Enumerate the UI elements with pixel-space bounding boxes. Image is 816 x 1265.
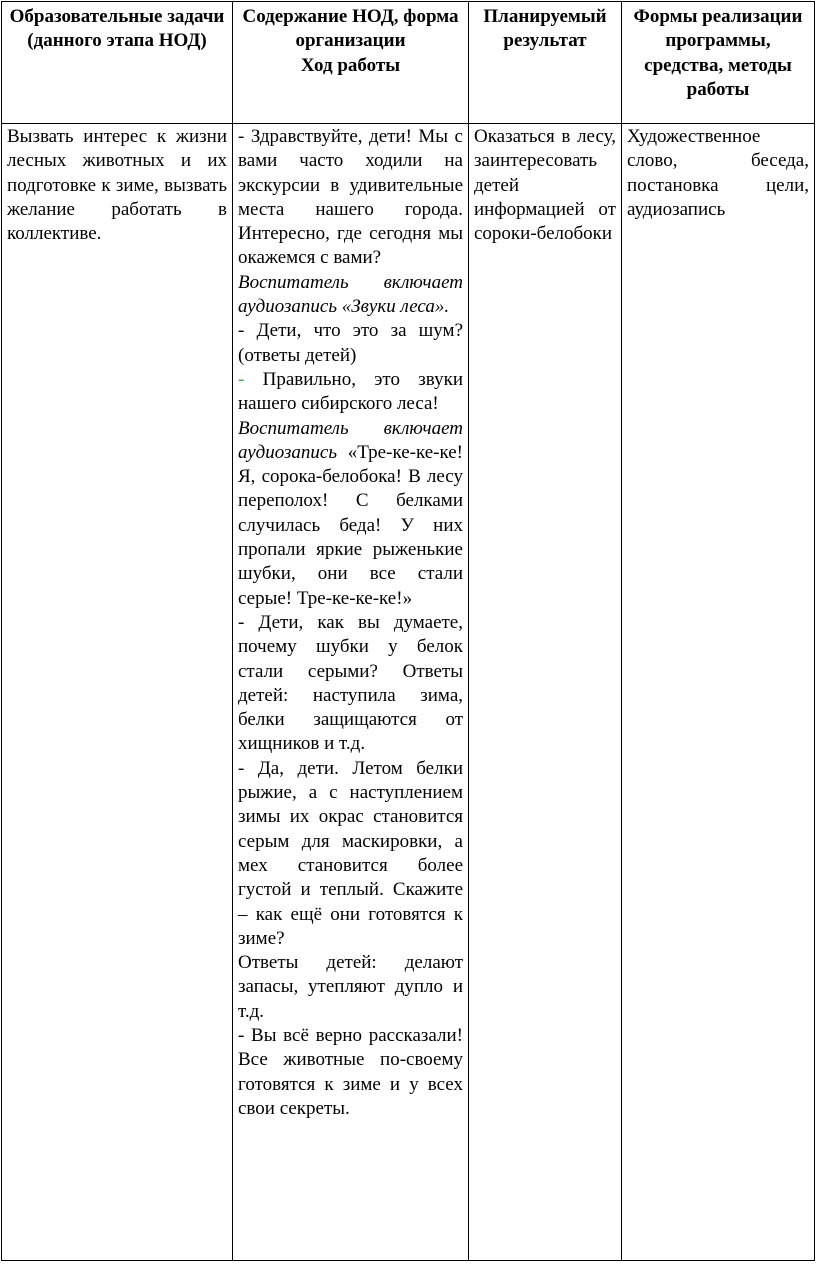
colored-dash: - [238, 368, 245, 390]
content-paragraph: - Дети, что это за шум? (ответы детей) [238, 320, 463, 366]
content-italic-text: Воспитатель включает аудиозапись [238, 417, 463, 463]
table-header-row [2, 2, 815, 124]
header-line: Планируемый результат [483, 6, 607, 52]
cell-lesson-content [233, 124, 469, 1261]
header-line: Образовательные задачи [9, 6, 225, 27]
header-forms-methods [622, 2, 815, 124]
content-paragraph: - Здравствуйте, дети! Мы с вами часто ходили на экскурсии в удивительные места нашего города. Интересно, где сегодня мы окажемся с вами? [238, 126, 463, 269]
header-line: Формы реализации программы, средства, методы работы [633, 6, 803, 100]
content-paragraph: - Да, дети. Летом белки рыжие, а с наступлением зимы их окрас становится серым для маскировки, а мех становится более густой и теплый. Скажите – как ещё они готовятся к зиме? [238, 757, 463, 949]
cell-planned-result [469, 124, 622, 1261]
cell-forms-methods [622, 124, 815, 1261]
header-line: Ход работы [300, 54, 401, 76]
content-paragraph [238, 417, 463, 611]
content-paragraph: Ответы детей: делают запасы, утепляют дупло и т.д. [238, 952, 463, 1022]
content-text: «Тре-ке-ке-ке! Я, сорока-белобока! В лесу переполох! С белками случилась беда! У них пропали яркие рыженькие шубки, они все стали серые! Тре-ке-ке-ке!» [238, 441, 463, 609]
content-paragraph: - Вы всё верно рассказали! Все животные по-своему готовятся к зиме и у всех свои секреты. [238, 1024, 463, 1119]
content-paragraph [238, 368, 463, 417]
content-paragraph-italic: Воспитатель включает аудиозапись «Звуки леса». [238, 271, 463, 318]
forms-text: Художественное слово, беседа, постановка цели, аудиозапись [627, 126, 809, 220]
header-content-organization [233, 2, 469, 124]
result-text: Оказаться в лесу, заинтересовать детей информацией от сороки-белобоки [474, 126, 616, 245]
content-paragraph: - Дети, как вы думаете, почему шубки у белок стали серыми? Ответы детей: наступила зима, белки защищаются от хищников и т.д. [238, 611, 463, 755]
header-educational-tasks [2, 2, 233, 124]
content-text: Правильно, это звуки нашего сибирского леса! [238, 368, 463, 415]
header-planned-result [469, 2, 622, 124]
table-row [2, 124, 815, 1261]
lesson-plan-table [1, 1, 815, 1261]
tasks-text: Вызвать интерес к жизни лесных животных и их подготовке к зиме, вызвать желание работать в коллективе. [7, 126, 227, 245]
cell-educational-tasks [2, 124, 233, 1261]
header-line: Содержание НОД, форма организации [242, 6, 459, 52]
header-line: (данного этапа НОД) [27, 30, 207, 52]
